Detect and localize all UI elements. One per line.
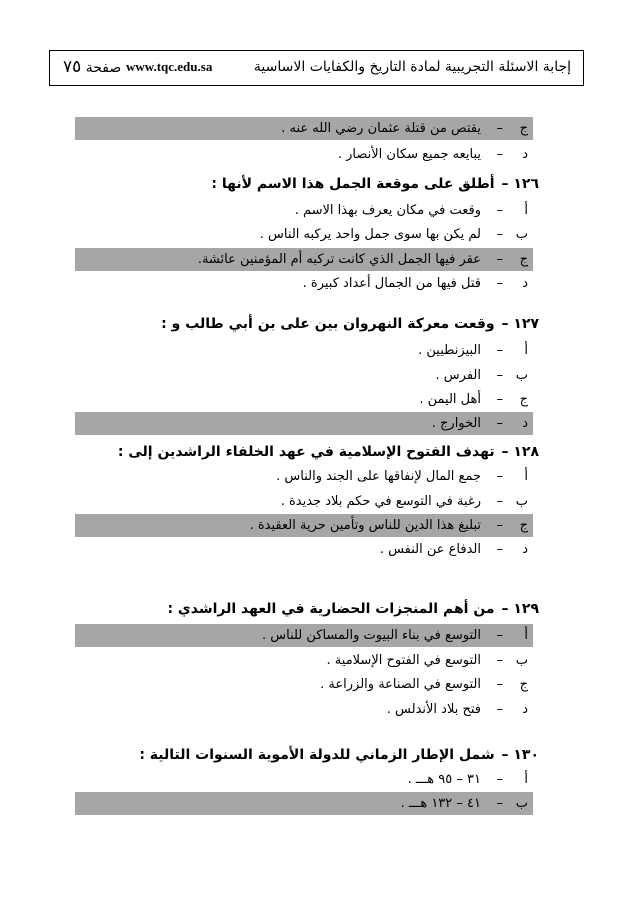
- question-128: [118, 441, 539, 464]
- option-text: أهل اليمن .: [419, 392, 481, 407]
- option-dash: –: [496, 796, 503, 811]
- option-letter: أ: [524, 628, 528, 643]
- option-text: جمع المال لإنفاقها على الجند والناس .: [276, 469, 481, 484]
- question-number: ١٢٧ –: [501, 316, 539, 332]
- option-text: رغبة في التوسع في حكم بلاد جديدة .: [280, 494, 481, 509]
- option-letter: ج: [519, 392, 528, 407]
- option-text: يبايعه جميع سكان الأنصار .: [337, 147, 481, 162]
- option-row: [75, 272, 533, 295]
- page-label: صفحة: [85, 60, 122, 76]
- option-row: [75, 199, 533, 222]
- option-letter: د: [522, 416, 528, 431]
- option-row: [75, 698, 533, 721]
- option-row-highlighted: [75, 248, 533, 271]
- option-letter: ج: [519, 518, 528, 533]
- option-letter: ج: [519, 252, 528, 267]
- option-dash: –: [496, 469, 503, 484]
- option-text: التوسع في بناء البيوت والمساكن للناس .: [261, 628, 481, 643]
- option-row-highlighted: [75, 624, 533, 647]
- option-text: التوسع في الفتوح الإسلامية .: [326, 653, 481, 668]
- question-number: ١٢٩ –: [501, 601, 539, 617]
- option-dash: –: [496, 542, 503, 557]
- option-letter: ب: [515, 494, 528, 509]
- option-dash: –: [496, 653, 503, 668]
- question-number: ١٢٦ –: [501, 176, 539, 192]
- option-text: تبليغ هذا الدين للناس وتأمين حرية العقيدة .: [249, 518, 481, 533]
- option-text: وقعت في مكان يعرف بهذا الاسم .: [294, 203, 481, 218]
- option-text: الدفاع عن النفس .: [379, 542, 481, 557]
- option-text: قتل فيها من الجمال أعداد كبيرة .: [302, 276, 481, 291]
- option-letter: د: [522, 147, 528, 162]
- question-text: وقعت معركة النهروان بين على بن أبي طالب و :: [161, 316, 495, 332]
- option-letter: ب: [515, 653, 528, 668]
- option-row: [75, 538, 533, 561]
- option-row: [75, 339, 533, 362]
- question-number: ١٢٨ –: [501, 444, 539, 460]
- option-dash: –: [496, 147, 503, 162]
- option-row: [75, 673, 533, 696]
- option-text: فتح بلاد الأندلس .: [386, 702, 481, 717]
- option-dash: –: [496, 392, 503, 407]
- option-dash: –: [496, 368, 503, 383]
- option-letter: أ: [524, 469, 528, 484]
- option-letter: د: [522, 702, 528, 717]
- option-dash: –: [496, 276, 503, 291]
- option-dash: –: [496, 343, 503, 358]
- page-number: ٧٥: [63, 57, 82, 77]
- option-dash: –: [496, 416, 503, 431]
- option-dash: –: [496, 702, 503, 717]
- option-letter: ب: [515, 227, 528, 242]
- option-letter: أ: [524, 203, 528, 218]
- option-text: ٤١ – ١٣٢ هـــ .: [400, 796, 481, 811]
- header-url[interactable]: www.tqc.edu.sa: [126, 59, 213, 74]
- option-letter: أ: [524, 772, 528, 787]
- option-letter: ب: [515, 368, 528, 383]
- option-row-highlighted: [75, 792, 533, 815]
- option-letter: ج: [519, 677, 528, 692]
- option-row: [75, 490, 533, 513]
- option-text: الفرس .: [435, 368, 481, 383]
- option-text: لم يكن بها سوى جمل واحد يركبه الناس .: [259, 227, 481, 242]
- option-text: التوسع في الصناعة والزراعة .: [320, 677, 481, 692]
- question-127: [161, 313, 539, 336]
- question-129: [167, 598, 539, 621]
- header-title: إجابة الاسئلة التجريبية لمادة التاريخ والكفايات الاساسية: [253, 59, 571, 75]
- option-row-highlighted: [75, 117, 533, 140]
- option-text: يقتص من قتلة عثمان رضي الله عنه .: [281, 121, 481, 136]
- option-text: ٣١ – ٩٥ هـــ .: [407, 772, 481, 787]
- option-row: [75, 388, 533, 411]
- option-row: [75, 364, 533, 387]
- question-126: [211, 173, 539, 196]
- option-row-highlighted: [75, 412, 533, 435]
- option-row: [75, 465, 533, 488]
- option-row-highlighted: [75, 514, 533, 537]
- option-dash: –: [496, 628, 503, 643]
- option-dash: –: [496, 772, 503, 787]
- option-letter: ج: [519, 121, 528, 136]
- option-letter: أ: [524, 343, 528, 358]
- option-dash: –: [496, 518, 503, 533]
- option-row: [75, 223, 533, 246]
- option-row: [75, 649, 533, 672]
- option-letter: ب: [515, 796, 528, 811]
- option-text: عقر فيها الجمل الذي كانت تركبه أم المؤمنين عائشة.: [197, 252, 481, 267]
- option-text: الخوارج .: [431, 416, 481, 431]
- option-row: [75, 768, 533, 791]
- question-text: أطلق على موقعة الجمل هذا الاسم لأنها :: [211, 176, 495, 192]
- option-dash: –: [496, 203, 503, 218]
- option-text: البيزنطيين .: [418, 343, 481, 358]
- option-letter: د: [522, 276, 528, 291]
- option-dash: –: [496, 227, 503, 242]
- question-text: من أهم المنجزات الحضارية في العهد الراشدي :: [167, 601, 495, 617]
- option-dash: –: [496, 121, 503, 136]
- question-130: [139, 744, 539, 767]
- option-letter: د: [522, 542, 528, 557]
- option-row: [75, 143, 533, 166]
- option-dash: –: [496, 677, 503, 692]
- option-dash: –: [496, 252, 503, 267]
- question-text: تهدف الفتوح الإسلامية في عهد الخلفاء الراشدين إلى :: [117, 444, 495, 460]
- question-text: شمل الإطار الزماني للدولة الأموية السنوات التالية :: [139, 747, 495, 763]
- option-dash: –: [496, 494, 503, 509]
- question-number: ١٣٠ –: [501, 747, 539, 763]
